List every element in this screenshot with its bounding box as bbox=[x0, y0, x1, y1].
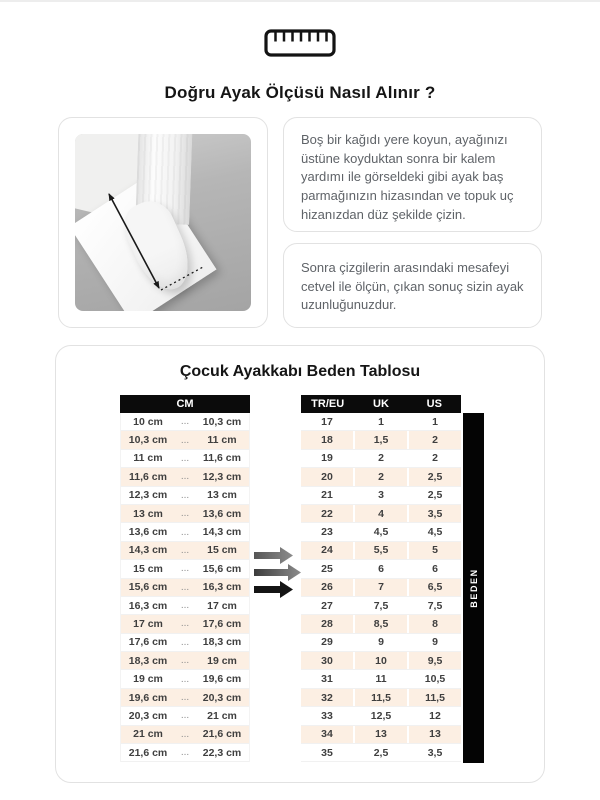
uk-size: 11 bbox=[355, 670, 409, 687]
cm-table-row bbox=[121, 615, 249, 633]
measure-arrow-icon bbox=[75, 134, 250, 311]
us-size: 5 bbox=[432, 544, 438, 557]
size-table-title: Çocuk Ayakkabı Beden Tablosu bbox=[179, 363, 421, 380]
uk-size: 2 bbox=[355, 450, 409, 467]
size-table-row bbox=[301, 652, 461, 670]
cm-max-value: 13,6 cm bbox=[202, 507, 242, 520]
uk-size: 11,5 bbox=[355, 689, 409, 706]
cm-table-row bbox=[121, 487, 249, 505]
us-size: 3,5 bbox=[427, 746, 443, 759]
cm-min-value: 17 cm bbox=[133, 617, 163, 630]
size-table-row bbox=[301, 726, 461, 744]
beden-side-label bbox=[463, 413, 484, 763]
range-separator: ... bbox=[180, 636, 190, 648]
tr-eu-size: 27 bbox=[301, 597, 355, 614]
cm-table-row bbox=[121, 560, 249, 578]
range-separator: ... bbox=[180, 692, 190, 704]
tr-eu-size: 22 bbox=[301, 505, 355, 522]
instruction-column bbox=[283, 117, 542, 328]
cm-table-row bbox=[121, 689, 249, 707]
us-size: 4,5 bbox=[427, 526, 443, 539]
size-table-row bbox=[301, 468, 461, 486]
cm-min-value: 13 cm bbox=[133, 507, 163, 520]
cm-max-value: 14,3 cm bbox=[202, 526, 242, 539]
cm-table-row bbox=[121, 579, 249, 597]
uk-size: 12,5 bbox=[355, 707, 409, 724]
uk-size: 6 bbox=[355, 560, 409, 577]
cm-max-value: 16,3 cm bbox=[202, 581, 242, 594]
uk-size: 3 bbox=[355, 487, 409, 504]
tr-eu-size: 28 bbox=[301, 615, 355, 632]
size-table-row bbox=[301, 744, 461, 762]
cm-table-row bbox=[121, 468, 249, 486]
cm-table-row bbox=[121, 597, 249, 615]
us-size: 7,5 bbox=[427, 599, 443, 612]
tr-eu-size: 17 bbox=[301, 413, 355, 430]
cm-max-value: 12,3 cm bbox=[202, 470, 242, 483]
header-tr-eu: TR/EU bbox=[311, 398, 345, 410]
tr-eu-size: 34 bbox=[301, 726, 355, 743]
cm-table-row bbox=[121, 726, 249, 744]
cm-min-value: 20,3 cm bbox=[128, 709, 168, 722]
tr-eu-size: 21 bbox=[301, 487, 355, 504]
uk-size: 2,5 bbox=[355, 744, 409, 761]
us-size: 13 bbox=[429, 728, 441, 741]
cm-min-value: 15 cm bbox=[133, 562, 163, 575]
cm-min-value: 14,3 cm bbox=[128, 544, 168, 557]
beden-label-text: BEDEN bbox=[468, 568, 479, 608]
us-size: 2 bbox=[432, 452, 438, 465]
cm-max-value: 21 cm bbox=[207, 709, 237, 722]
cm-min-value: 18,3 cm bbox=[128, 654, 168, 667]
tr-eu-size: 25 bbox=[301, 560, 355, 577]
shoe-size-table bbox=[301, 395, 461, 762]
range-separator: ... bbox=[180, 581, 190, 593]
uk-size: 1,5 bbox=[355, 431, 409, 448]
us-size: 12 bbox=[429, 709, 441, 722]
size-table-row bbox=[301, 505, 461, 523]
cm-max-value: 11,6 cm bbox=[203, 452, 241, 465]
howto-section bbox=[0, 103, 600, 328]
size-table-row bbox=[301, 670, 461, 688]
cm-min-value: 11 cm bbox=[133, 452, 163, 465]
uk-size: 10 bbox=[355, 652, 409, 669]
cm-max-value: 15 cm bbox=[207, 544, 237, 557]
range-separator: ... bbox=[180, 563, 190, 575]
us-size: 2 bbox=[432, 434, 438, 447]
us-size: 6,5 bbox=[427, 581, 443, 594]
instruction-step-1 bbox=[283, 117, 542, 232]
size-table-row bbox=[301, 413, 461, 431]
header-uk: UK bbox=[373, 398, 389, 410]
range-separator: ... bbox=[180, 710, 190, 722]
range-separator: ... bbox=[180, 600, 190, 612]
size-table-row bbox=[301, 689, 461, 707]
range-separator: ... bbox=[180, 655, 190, 667]
cm-min-value: 21,6 cm bbox=[128, 746, 168, 759]
cm-min-value: 10,3 cm bbox=[128, 434, 168, 447]
size-table-body bbox=[301, 413, 461, 762]
us-size: 9 bbox=[432, 636, 438, 649]
size-table-header bbox=[301, 395, 461, 413]
cm-min-value: 12,3 cm bbox=[128, 489, 168, 502]
cm-min-value: 11,6 cm bbox=[129, 470, 167, 483]
size-table-card bbox=[55, 345, 545, 783]
size-table-row bbox=[301, 487, 461, 505]
tr-eu-size: 31 bbox=[301, 670, 355, 687]
ruler-icon bbox=[264, 45, 336, 62]
tr-eu-size: 26 bbox=[301, 579, 355, 596]
size-tables bbox=[56, 395, 544, 763]
triple-right-arrows-icon bbox=[252, 543, 304, 599]
range-separator: ... bbox=[180, 452, 190, 464]
uk-size: 8,5 bbox=[355, 615, 409, 632]
cm-max-value: 11 cm bbox=[207, 434, 237, 447]
cm-table bbox=[120, 395, 250, 762]
us-size: 6 bbox=[432, 562, 438, 575]
cm-max-value: 10,3 cm bbox=[202, 415, 242, 428]
range-separator: ... bbox=[180, 471, 190, 483]
uk-size: 7 bbox=[355, 579, 409, 596]
range-separator: ... bbox=[180, 526, 190, 538]
cm-min-value: 19,6 cm bbox=[128, 691, 168, 704]
range-separator: ... bbox=[180, 489, 190, 501]
size-table-row bbox=[301, 542, 461, 560]
range-separator: ... bbox=[180, 747, 190, 759]
instruction-step-2 bbox=[283, 243, 542, 328]
tr-eu-size: 32 bbox=[301, 689, 355, 706]
size-table-row bbox=[301, 450, 461, 468]
tr-eu-size: 19 bbox=[301, 450, 355, 467]
tr-eu-size: 35 bbox=[301, 744, 355, 761]
uk-size: 1 bbox=[355, 413, 409, 430]
cm-table-body bbox=[120, 413, 250, 762]
cm-table-row bbox=[121, 523, 249, 541]
size-table-row bbox=[301, 579, 461, 597]
size-table-row bbox=[301, 597, 461, 615]
cm-max-value: 15,6 cm bbox=[202, 562, 242, 575]
uk-size: 7,5 bbox=[355, 597, 409, 614]
uk-size: 2 bbox=[355, 468, 409, 485]
size-table-row bbox=[301, 560, 461, 578]
cm-max-value: 20,3 cm bbox=[202, 691, 242, 704]
cm-table-row bbox=[121, 431, 249, 449]
range-separator: ... bbox=[180, 728, 190, 740]
foot-measurement-photo bbox=[75, 134, 251, 311]
cm-min-value: 17,6 cm bbox=[128, 636, 168, 649]
cm-min-value: 21 cm bbox=[133, 728, 163, 741]
tr-eu-size: 29 bbox=[301, 634, 355, 651]
us-size: 1 bbox=[432, 415, 438, 428]
instruction-step-1-text: Boş bir kağıdı yere koyun, ayağınızı üstüne koyduktan sonra bir kalem yardımı ile görseldeki gibi ayak baş parmağınızın hizasından ve topuk uç hizanızdan düz şekilde çizin. bbox=[301, 132, 514, 222]
us-size: 2,5 bbox=[427, 470, 443, 483]
uk-size: 4,5 bbox=[355, 523, 409, 540]
uk-size: 5,5 bbox=[355, 542, 409, 559]
cm-min-value: 15,6 cm bbox=[128, 581, 168, 594]
page-title: Doğru Ayak Ölçüsü Nasıl Alınır ? bbox=[164, 83, 436, 102]
cm-table-row bbox=[121, 634, 249, 652]
tr-eu-size: 20 bbox=[301, 468, 355, 485]
cm-table-row bbox=[121, 413, 249, 431]
cm-max-value: 19 cm bbox=[207, 654, 237, 667]
cm-table-row bbox=[121, 450, 249, 468]
us-size: 9,5 bbox=[427, 654, 443, 667]
cm-min-value: 16,3 cm bbox=[128, 599, 168, 612]
cm-max-value: 17,6 cm bbox=[202, 617, 242, 630]
range-separator: ... bbox=[180, 434, 190, 446]
size-table-row bbox=[301, 615, 461, 633]
cm-table-row bbox=[121, 542, 249, 560]
cm-max-value: 19,6 cm bbox=[202, 673, 242, 686]
uk-size: 9 bbox=[355, 634, 409, 651]
cm-max-value: 21,6 cm bbox=[202, 728, 242, 741]
cm-table-row bbox=[121, 505, 249, 523]
range-separator: ... bbox=[180, 673, 190, 685]
tr-eu-size: 23 bbox=[301, 523, 355, 540]
uk-size: 4 bbox=[355, 505, 409, 522]
size-table-row bbox=[301, 634, 461, 652]
us-size: 2,5 bbox=[427, 489, 443, 502]
range-separator: ... bbox=[180, 416, 190, 428]
tr-eu-size: 30 bbox=[301, 652, 355, 669]
uk-size: 13 bbox=[355, 726, 409, 743]
cm-max-value: 13 cm bbox=[207, 489, 237, 502]
range-separator: ... bbox=[180, 544, 190, 556]
cm-max-value: 22,3 cm bbox=[202, 746, 242, 759]
instruction-step-2-text: Sonra çizgilerin arasındaki mesafeyi cetvel ile ölçün, çıkan sonuç sizin ayak uzunluğunuzdur. bbox=[301, 260, 524, 313]
cm-max-value: 17 cm bbox=[207, 599, 237, 612]
cm-min-value: 19 cm bbox=[133, 673, 163, 686]
cm-table-header: CM bbox=[120, 395, 250, 413]
size-table-row bbox=[301, 431, 461, 449]
range-separator: ... bbox=[180, 618, 190, 630]
cm-max-value: 18,3 cm bbox=[202, 636, 242, 649]
us-size: 8 bbox=[432, 617, 438, 630]
us-size: 10,5 bbox=[424, 673, 446, 686]
size-table-row bbox=[301, 707, 461, 725]
us-size: 11,5 bbox=[425, 691, 445, 704]
us-size: 3,5 bbox=[427, 507, 443, 520]
tr-eu-size: 33 bbox=[301, 707, 355, 724]
cm-table-row bbox=[121, 670, 249, 688]
size-table-row bbox=[301, 523, 461, 541]
range-separator: ... bbox=[180, 508, 190, 520]
cm-min-value: 10 cm bbox=[133, 415, 163, 428]
tr-eu-size: 24 bbox=[301, 542, 355, 559]
page-header bbox=[0, 2, 600, 103]
cm-table-row bbox=[121, 652, 249, 670]
cm-min-value: 13,6 cm bbox=[128, 526, 168, 539]
cm-table-row bbox=[121, 707, 249, 725]
tr-eu-size: 18 bbox=[301, 431, 355, 448]
header-us: US bbox=[426, 398, 442, 410]
cm-table-row bbox=[121, 744, 249, 762]
measurement-photo-card bbox=[58, 117, 268, 328]
